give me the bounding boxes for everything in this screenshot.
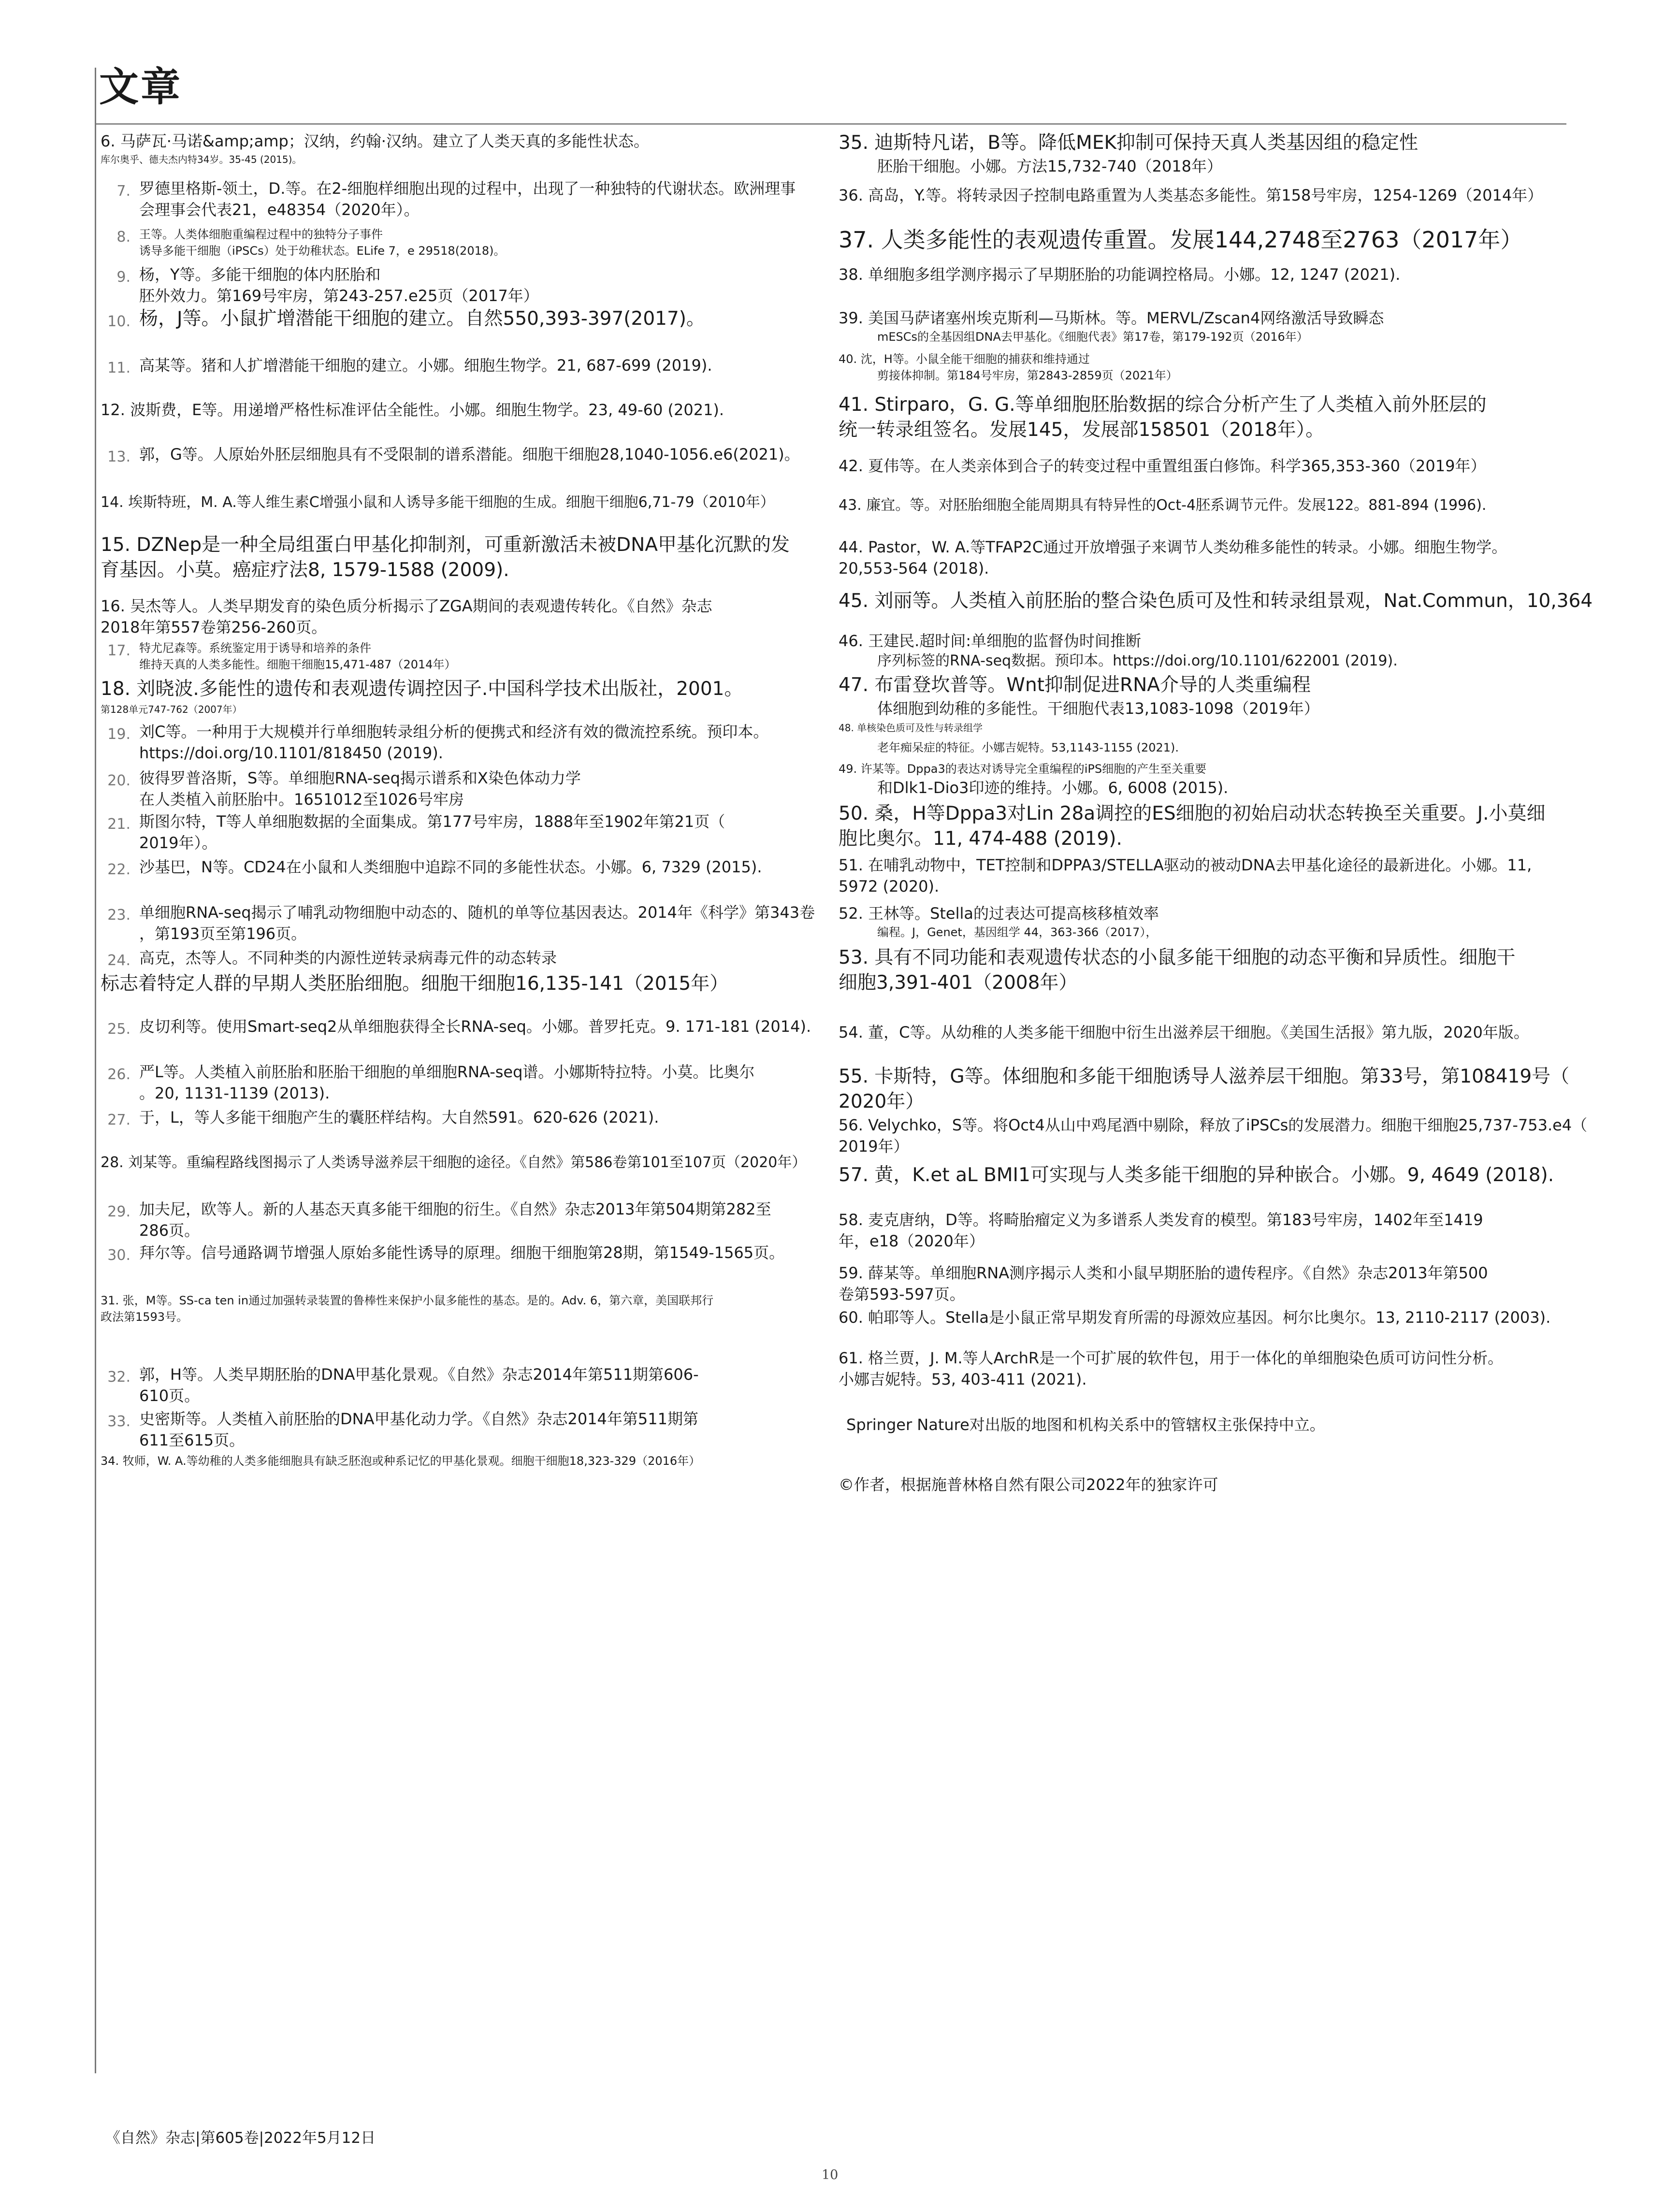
reference-line: mESCs的全基因组DNA去甲基化。《细胞代表》第17卷，第179-192页（2016年） [877,330,1308,344]
references-left-column [101,130,815,1469]
reference-entry [839,761,1554,777]
reference-line: 高某等。猪和人扩增潜能干细胞的建立。小娜。细胞生物学。21, 687-699 (2019). [139,356,712,375]
reference-line: 拜尔等。信号通路调节增强人原始多能性诱导的原理。细胞干细胞第28期，第1549-1565页。 [139,1243,785,1262]
reference-entry [101,767,796,810]
reference-line: 54. 董，C等。从幼稚的人类多能干细胞中衍生出滋养层干细胞。《美国生活报》第九版，2020年版。 [839,1023,1529,1041]
reference-line: 2019年） [839,1137,909,1156]
reference-line: 59. 薛某等。单细胞RNA测序揭示人类和小鼠早期胚胎的遗传程序。《自然》杂志2013年第500 [839,1264,1488,1282]
reference-line: 胚外效力。第169号牢房，第243-257.e25页（2017年） [139,287,539,305]
reference-entry [839,739,1554,756]
reference-line: 标志着特定人群的早期人类胚胎细胞。细胞干细胞16,135-141（2015年） [101,973,729,995]
reference-text [839,1347,1554,1390]
reference-text [839,1114,1587,1157]
reference-entry [839,130,1554,156]
reference-line: 杨，J等。小鼠扩增潜能干细胞的建立。自然550,393-397(2017)。 [139,308,705,330]
reference-text [839,924,1554,940]
reference-text [839,496,1554,515]
reference-line: 序列标签的RNA-seq数据。预印本。https://doi.org/10.1101/622001 (2019). [877,652,1398,669]
reference-line: 39. 美国马萨诸塞州埃克斯利—马斯林。等。MERVL/Zscan4网络激活导致瞬态 [839,309,1384,327]
page-number: 10 [822,2168,839,2183]
reference-entry [839,1474,1554,1495]
reference-entry [839,1114,1588,1157]
reference-line: 5972 (2020). [839,877,940,896]
reference-text [101,399,796,420]
reference-entry [101,947,796,971]
reference-line: 年，e18（2020年） [839,1232,985,1250]
reference-entry [101,226,796,259]
reference-entry [839,1307,1554,1328]
reference-text [139,1199,796,1241]
reference-entry [101,902,815,944]
reference-text [139,226,796,259]
reference-text [839,1414,1554,1435]
reference-line: 罗德里格斯-领土，D.等。在2-细胞样细胞出现的过程中，出现了一种独特的代谢状态。欧洲理事 [139,179,796,198]
reference-entry [101,856,796,881]
reference-number: 26. [107,1066,130,1083]
reference-line: 库尔奥乎、德夫杰内特34岁。35-45 (2015)。 [101,154,302,165]
reference-line: 50. 桑，H等Dppa3对Lin 28a调控的ES细胞的初始启动状态转换至关重要。J.小莫细 [839,803,1546,824]
reference-text [101,533,796,583]
reference-line: 610页。 [139,1387,200,1405]
reference-line: 和Dlk1-Dio3印迹的维持。小娜。6, 6008 (2015). [877,779,1229,797]
reference-line: 43. 廉宜。等。对胚胎细胞全能周期具有特异性的Oct-4胚系调节元件。发展122。881-894 (1996). [839,497,1487,514]
reference-line: 56. Velychko，S等。将Oct4从山中鸡尾酒中剔除，释放了iPSCs的发展潜力。细胞干细胞25,737-753.e4（ [839,1116,1588,1134]
reference-text [839,392,1554,443]
reference-text [139,811,796,853]
reference-number: 29. [107,1203,130,1220]
reference-entry [839,156,1554,177]
reference-text [839,854,1554,897]
reference-text [101,1153,806,1172]
page-header: 文章 [99,64,183,110]
reference-text [839,264,1554,285]
reference-entry [839,225,1554,254]
reference-line: 胞比奥尔。11, 474-488 (2019). [839,828,1122,850]
reference-line: 严L等。人类植入前胚胎和胚胎干细胞的单细胞RNA-seq谱。小娜斯特拉特。小莫。比奥尔 [139,1063,755,1081]
reference-text [139,640,796,673]
reference-line: 37. 人类多能性的表观遗传重置。发展144,2748至2763（2017年） [839,227,1523,253]
reference-entry [839,1414,1554,1435]
reference-number: 22. [107,861,130,878]
reference-text [839,225,1554,254]
reference-text [139,1016,811,1037]
reference-line: 斯图尔特，T等人单细胞数据的全面集成。第177号牢房，1888年至1902年第21页（ [139,812,725,831]
reference-line: 皮切利等。使用Smart-seq2从单细胞获得全长RNA-seq。小娜。普罗托克。9. 171-181 (2014). [139,1017,811,1036]
reference-line: 统一转录组签名。发展145，发展部158501（2018年）。 [839,419,1325,441]
reference-line: 55. 卡斯特，G等。体细胞和多能干细胞诱导人滋养层干细胞。第33号，第108419号（ [839,1066,1570,1087]
reference-line: 53. 具有不同功能和表观遗传状态的小鼠多能干细胞的动态平衡和异质性。细胞干 [839,947,1516,969]
reference-line: 38. 单细胞多组学测序揭示了早期胚胎的功能调控格局。小娜。12, 1247 (2021). [839,265,1401,284]
reference-line: 政法第1593号。 [101,1310,188,1324]
reference-text [839,589,1593,614]
reference-number: 33. [107,1413,130,1430]
reference-line: 2018年第557卷第256-260页。 [101,618,327,636]
reference-text [139,947,796,969]
reference-number: 8. [116,229,130,246]
reference-line: 61. 格兰贾，J. M.等人ArchR是一个可扩展的软件包，用于一体化的单细胞染色质可访问性分析。 [839,1349,1504,1367]
reference-line: 34. 牧师，W. A.等幼稚的人类多能细胞具有缺乏胚泡或种系记忆的甲基化景观。细胞干细胞18,323-329（2016年） [101,1454,701,1468]
reference-entry [101,493,796,512]
reference-entry [101,130,796,152]
reference-line: 16. 吴杰等人。人类早期发育的染色质分析揭示了ZGA期间的表观遗传转化。《自然》杂志 [101,597,712,615]
reference-text [839,1474,1554,1495]
reference-text [139,178,796,220]
reference-text [839,761,1554,777]
reference-line: 2019年）。 [139,834,217,852]
reference-number: 10. [107,313,130,330]
reference-line: 36. 高岛，Y.等。将转录因子控制电路重置为人类基态多能性。第158号牢房，1254-1269（2014年） [839,186,1543,204]
reference-line: 老年痴呆症的特征。小娜吉妮特。53,1143-1155 (2021). [877,741,1179,754]
reference-entry [101,264,796,306]
reference-number: 13. [107,448,130,465]
reference-number: 30. [107,1247,130,1264]
reference-line: 6. 马萨瓦·马诺&amp;amp；汉纳，约翰·汉纳。建立了人类天真的多能性状态。 [101,132,649,150]
reference-line: 史密斯等。人类植入前胚胎的DNA甲基化动力学。《自然》杂志2014年第511期第 [139,1410,698,1428]
reference-line: 第128单元747-762（2007年） [101,704,242,715]
reference-number: 24. [107,952,130,969]
reference-text [139,264,796,306]
reference-line: 14. 埃斯特班，M. A.等人维生素C增强小鼠和人诱导多能干细胞的生成。细胞干细胞6,71-79（2010年） [101,494,775,511]
reference-line: 44. Pastor，W. A.等TFAP2C通过开放增强子来调节人类幼稚多能性的转录。小娜。细胞生物学。 [839,538,1507,556]
reference-entry [101,1292,796,1325]
reference-entry [839,589,1593,614]
reference-text [101,702,796,717]
reference-entry [101,306,796,334]
reference-line: 单细胞RNA-seq揭示了哺乳动物细胞中动态的、随机的单等位基因表达。2014年《科学》第343卷 [139,903,815,922]
reference-entry [839,455,1554,477]
reference-text [839,307,1554,329]
reference-entry [839,264,1554,285]
header-rule [95,123,1566,125]
reference-entry [839,1163,1554,1188]
reference-entry [839,777,1554,798]
reference-line: 于，L，等人多能干细胞产生的囊胚样结构。大自然591。620-626 (2021). [139,1108,659,1127]
reference-number: 20. [107,772,130,789]
reference-text [839,945,1554,996]
reference-entry [839,801,1554,852]
reference-line: 剪接体抑制。第184号牢房，第2843-2859页（2021年） [877,369,1178,382]
reference-line: 31. 张，M等。SS-ca ten in通过加强转录装置的鲁棒性来保护小鼠多能性的基态。是的。Adv. 6，第六章，美国联邦行 [101,1294,714,1307]
reference-text [139,1107,796,1128]
reference-entry [101,971,796,997]
reference-entry [101,721,796,764]
reference-line: 42. 夏伟等。在人类亲体到合子的转变过程中重置组蛋白修饰。科学365,353-360（2019年） [839,457,1486,475]
reference-line: 611至615页。 [139,1431,245,1449]
reference-entry [839,720,1554,736]
reference-text [839,156,1554,177]
reference-entry [839,367,1554,384]
reference-line: 诱导多能干细胞（iPSCs）处于幼稚状态。ELife 7，e 29518(2018)。 [139,244,506,258]
reference-line: 52. 王林等。Stella的过表达可提高核移植效率 [839,904,1159,923]
reference-line: 沙基巴，N等。CD24在小鼠和人类细胞中追踪不同的多能性状态。小娜。6, 7329 (2015). [139,858,762,876]
reference-entry [101,355,796,379]
reference-text [839,698,1554,719]
reference-entry [101,1199,796,1241]
reference-line: 王等。人类体细胞重编程过程中的独特分子事件 [139,228,383,241]
reference-entry [839,1209,1554,1252]
reference-line: 高克，杰等人。不同种类的内源性逆转录病毒元件的动态转录 [139,949,557,967]
reference-text [839,1209,1554,1252]
reference-line: 46. 王建民.超时间:单细胞的监督伪时间推断 [839,632,1142,650]
reference-text [839,777,1554,798]
reference-number: 23. [107,907,130,924]
reference-text [101,677,796,702]
reference-entry [839,854,1554,897]
reference-line: https://doi.org/10.1101/818450 (2019). [139,744,443,762]
reference-text [839,329,1554,345]
reference-line: 12. 波斯费，E等。用递增严格性标准评估全能性。小娜。细胞生物学。23, 49-60 (2021). [101,401,724,419]
reference-number: 7. [116,183,130,200]
reference-line: 特尤尼森等。系统鉴定用于诱导和培养的条件 [139,641,371,655]
reference-text [839,1163,1554,1188]
reference-number: 25. [107,1021,130,1038]
reference-line: 286页。 [139,1221,200,1240]
reference-entry [101,399,796,420]
reference-entry [839,536,1554,579]
reference-number: 17. [107,642,130,659]
reference-entry [101,178,796,220]
reference-number: 19. [107,726,130,743]
reference-entry [839,924,1554,940]
footer-journal-info: 《自然》杂志|第605卷|2022年5月12日 [105,2129,376,2147]
reference-line: 加夫尼，欧等人。新的人基态天真多能干细胞的衍生。《自然》杂志2013年第504期第282至 [139,1200,771,1218]
reference-line: 。20, 1131-1139 (2013). [139,1084,330,1102]
reference-text [139,767,796,810]
reference-line: 编程。J，Genet，基因组学 44，363-366（2017）， [877,925,1158,939]
reference-text [101,152,796,167]
reference-line: 会理事会代表21，e48354（2020年）。 [139,201,420,219]
reference-entry [839,630,1554,651]
reference-text [139,306,796,332]
reference-text [139,721,796,764]
reference-line: 育基因。小莫。癌症疗法8, 1579-1588 (2009). [101,559,509,581]
left-margin-rule [95,68,96,2073]
reference-entry [839,1262,1554,1305]
reference-text [839,1262,1554,1305]
reference-line: 郭，H等。人类早期胚胎的DNA甲基化景观。《自然》杂志2014年第511期第606- [139,1365,699,1384]
reference-line: 刘C等。一种用于大规模并行单细胞转录组分析的便携式和经济有效的微流控系统。预印本。 [139,723,769,741]
reference-entry [101,1061,796,1104]
reference-number: 32. [107,1369,130,1386]
reference-line: Springer Nature对出版的地图和机构关系中的管辖权主张保持中立。 [846,1416,1325,1434]
reference-text [101,1292,796,1325]
reference-text [101,595,796,638]
reference-entry [839,698,1554,719]
reference-text [839,673,1554,698]
reference-text [139,355,796,376]
reference-text [101,971,796,997]
reference-entry [839,1347,1554,1390]
reference-entry [101,1153,807,1172]
reference-entry [839,903,1554,924]
reference-line: 40. 沈，H等。小鼠全能干细胞的捕获和维持通过 [839,352,1090,366]
reference-line: ，第193页至第196页。 [139,925,307,943]
reference-text [839,903,1554,924]
reference-entry [101,1242,796,1266]
reference-text [139,902,815,944]
reference-text [139,1364,796,1406]
reference-entry [101,640,796,673]
reference-line: 51. 在哺乳动物中，TET控制和DPPA3/STELLA驱动的被动DNA去甲基化途径的最新进化。小娜。11, [839,856,1532,874]
reference-text [139,444,800,465]
reference-entry [839,329,1554,345]
reference-line: 28. 刘某等。重编程路线图揭示了人类诱导滋养层干细胞的途径。《自然》第586卷第101至107页（2020年） [101,1154,807,1171]
reference-entry [101,702,796,717]
reference-text [839,367,1554,384]
reference-entry [839,1064,1570,1114]
reference-text [839,455,1554,477]
reference-line: 杨，Y等。多能干细胞的体内胚胎和 [139,265,381,284]
reference-text [139,1408,796,1451]
reference-entry [101,811,796,853]
reference-text [839,801,1554,852]
reference-line: 41. Stirparo，G. G.等单细胞胚胎数据的综合分析产生了人类植入前外胚层的 [839,394,1487,416]
reference-line: 维持天真的人类多能性。细胞干细胞15,471-487（2014年） [139,658,456,671]
reference-text [139,856,796,878]
reference-text [839,185,1554,206]
reference-line: 细胞3,391-401（2008年） [839,972,1078,994]
reference-text [839,1307,1554,1328]
reference-line: 胚胎干细胞。小娜。方法15,732-740（2018年） [877,157,1223,175]
reference-entry [839,351,1554,367]
reference-line: ©作者，根据施普林格自然有限公司2022年的独家许可 [839,1475,1218,1494]
reference-line: 2020年） [839,1091,925,1113]
reference-line: 在人类植入前胚胎中。1651012至1026号牢房 [139,790,464,809]
reference-text [101,130,796,152]
reference-line: 卷第593-597页。 [839,1285,965,1303]
references-right-column [839,130,1593,1495]
reference-text [839,536,1554,579]
reference-text [839,130,1554,156]
reference-number: 11. [107,360,130,376]
reference-text [139,1061,796,1104]
reference-line: 47. 布雷登坎普等。Wnt抑制促进RNA介导的人类重编程 [839,674,1311,696]
reference-line: 60. 帕耶等人。Stella是小鼠正常早期发育所需的母源效应基因。柯尔比奥尔。13, 2110-2117 (2003). [839,1308,1551,1327]
reference-entry [839,185,1554,206]
reference-text [139,1242,796,1263]
reference-entry [839,307,1554,329]
reference-number: 27. [107,1112,130,1128]
reference-entry [101,1453,796,1469]
reference-entry [101,677,796,702]
reference-line: 彼得罗普洛斯，S等。单细胞RNA-seq揭示谱系和X染色体动力学 [139,769,581,787]
reference-text [839,739,1554,756]
reference-entry [839,651,1554,671]
reference-line: 57. 黄，K.et aL BMI1可实现与人类多能干细胞的异种嵌合。小娜。9, 4649 (2018). [839,1164,1554,1186]
reference-entry [839,392,1554,443]
reference-text [101,1453,796,1469]
reference-entry [101,533,796,583]
reference-number: 21. [107,816,130,833]
reference-line: 体细胞到幼稚的多能性。干细胞代表13,1083-1098（2019年） [877,699,1319,718]
reference-line: 35. 迪斯特凡诺，B等。降低MEK抑制可保持天真人类基因组的稳定性 [839,132,1419,154]
reference-line: 小娜吉妮特。53, 403-411 (2021). [839,1370,1087,1388]
reference-entry [839,945,1554,996]
reference-entry [101,1016,811,1040]
reference-number: 9. [116,269,130,286]
reference-text [839,1064,1569,1114]
reference-line: 郭，G等。人原始外胚层细胞具有不受限制的谱系潜能。细胞干细胞28,1040-1056.e6(2021)。 [139,445,800,463]
reference-entry [101,152,796,167]
reference-text [839,720,1554,736]
reference-line: 15. DZNep是一种全局组蛋白甲基化抑制剂，可重新激活未被DNA甲基化沉默的发 [101,534,790,556]
reference-entry [839,1022,1554,1043]
reference-line: 20,553-564 (2018). [839,559,989,578]
reference-line: 58. 麦克唐纳，D等。将畸胎瘤定义为多谱系人类发育的模型。第183号牢房，1402年至1419 [839,1211,1483,1229]
reference-entry [101,1408,796,1451]
reference-entry [101,595,796,638]
reference-entry [839,673,1554,698]
reference-entry [101,1364,796,1406]
reference-entry [101,1107,796,1131]
reference-line: 49. 许某等。Dppa3的表达对诱导完全重编程的iPS细胞的产生至关重要 [839,762,1207,776]
reference-text [101,493,796,512]
reference-text [839,630,1554,651]
reference-text [839,351,1554,367]
reference-line: 45. 刘丽等。人类植入前胚胎的整合染色质可及性和转录组景观，Nat.Commun，10,364 [839,590,1593,612]
reference-text [839,1022,1554,1043]
reference-entry [839,496,1554,515]
reference-text [839,651,1554,671]
reference-line: 18. 刘晓波.多能性的遗传和表观遗传调控因子.中国科学技术出版社，2001。 [101,678,743,700]
reference-entry [101,444,800,468]
reference-line: 48. 单核染色质可及性与转录组学 [839,722,983,734]
